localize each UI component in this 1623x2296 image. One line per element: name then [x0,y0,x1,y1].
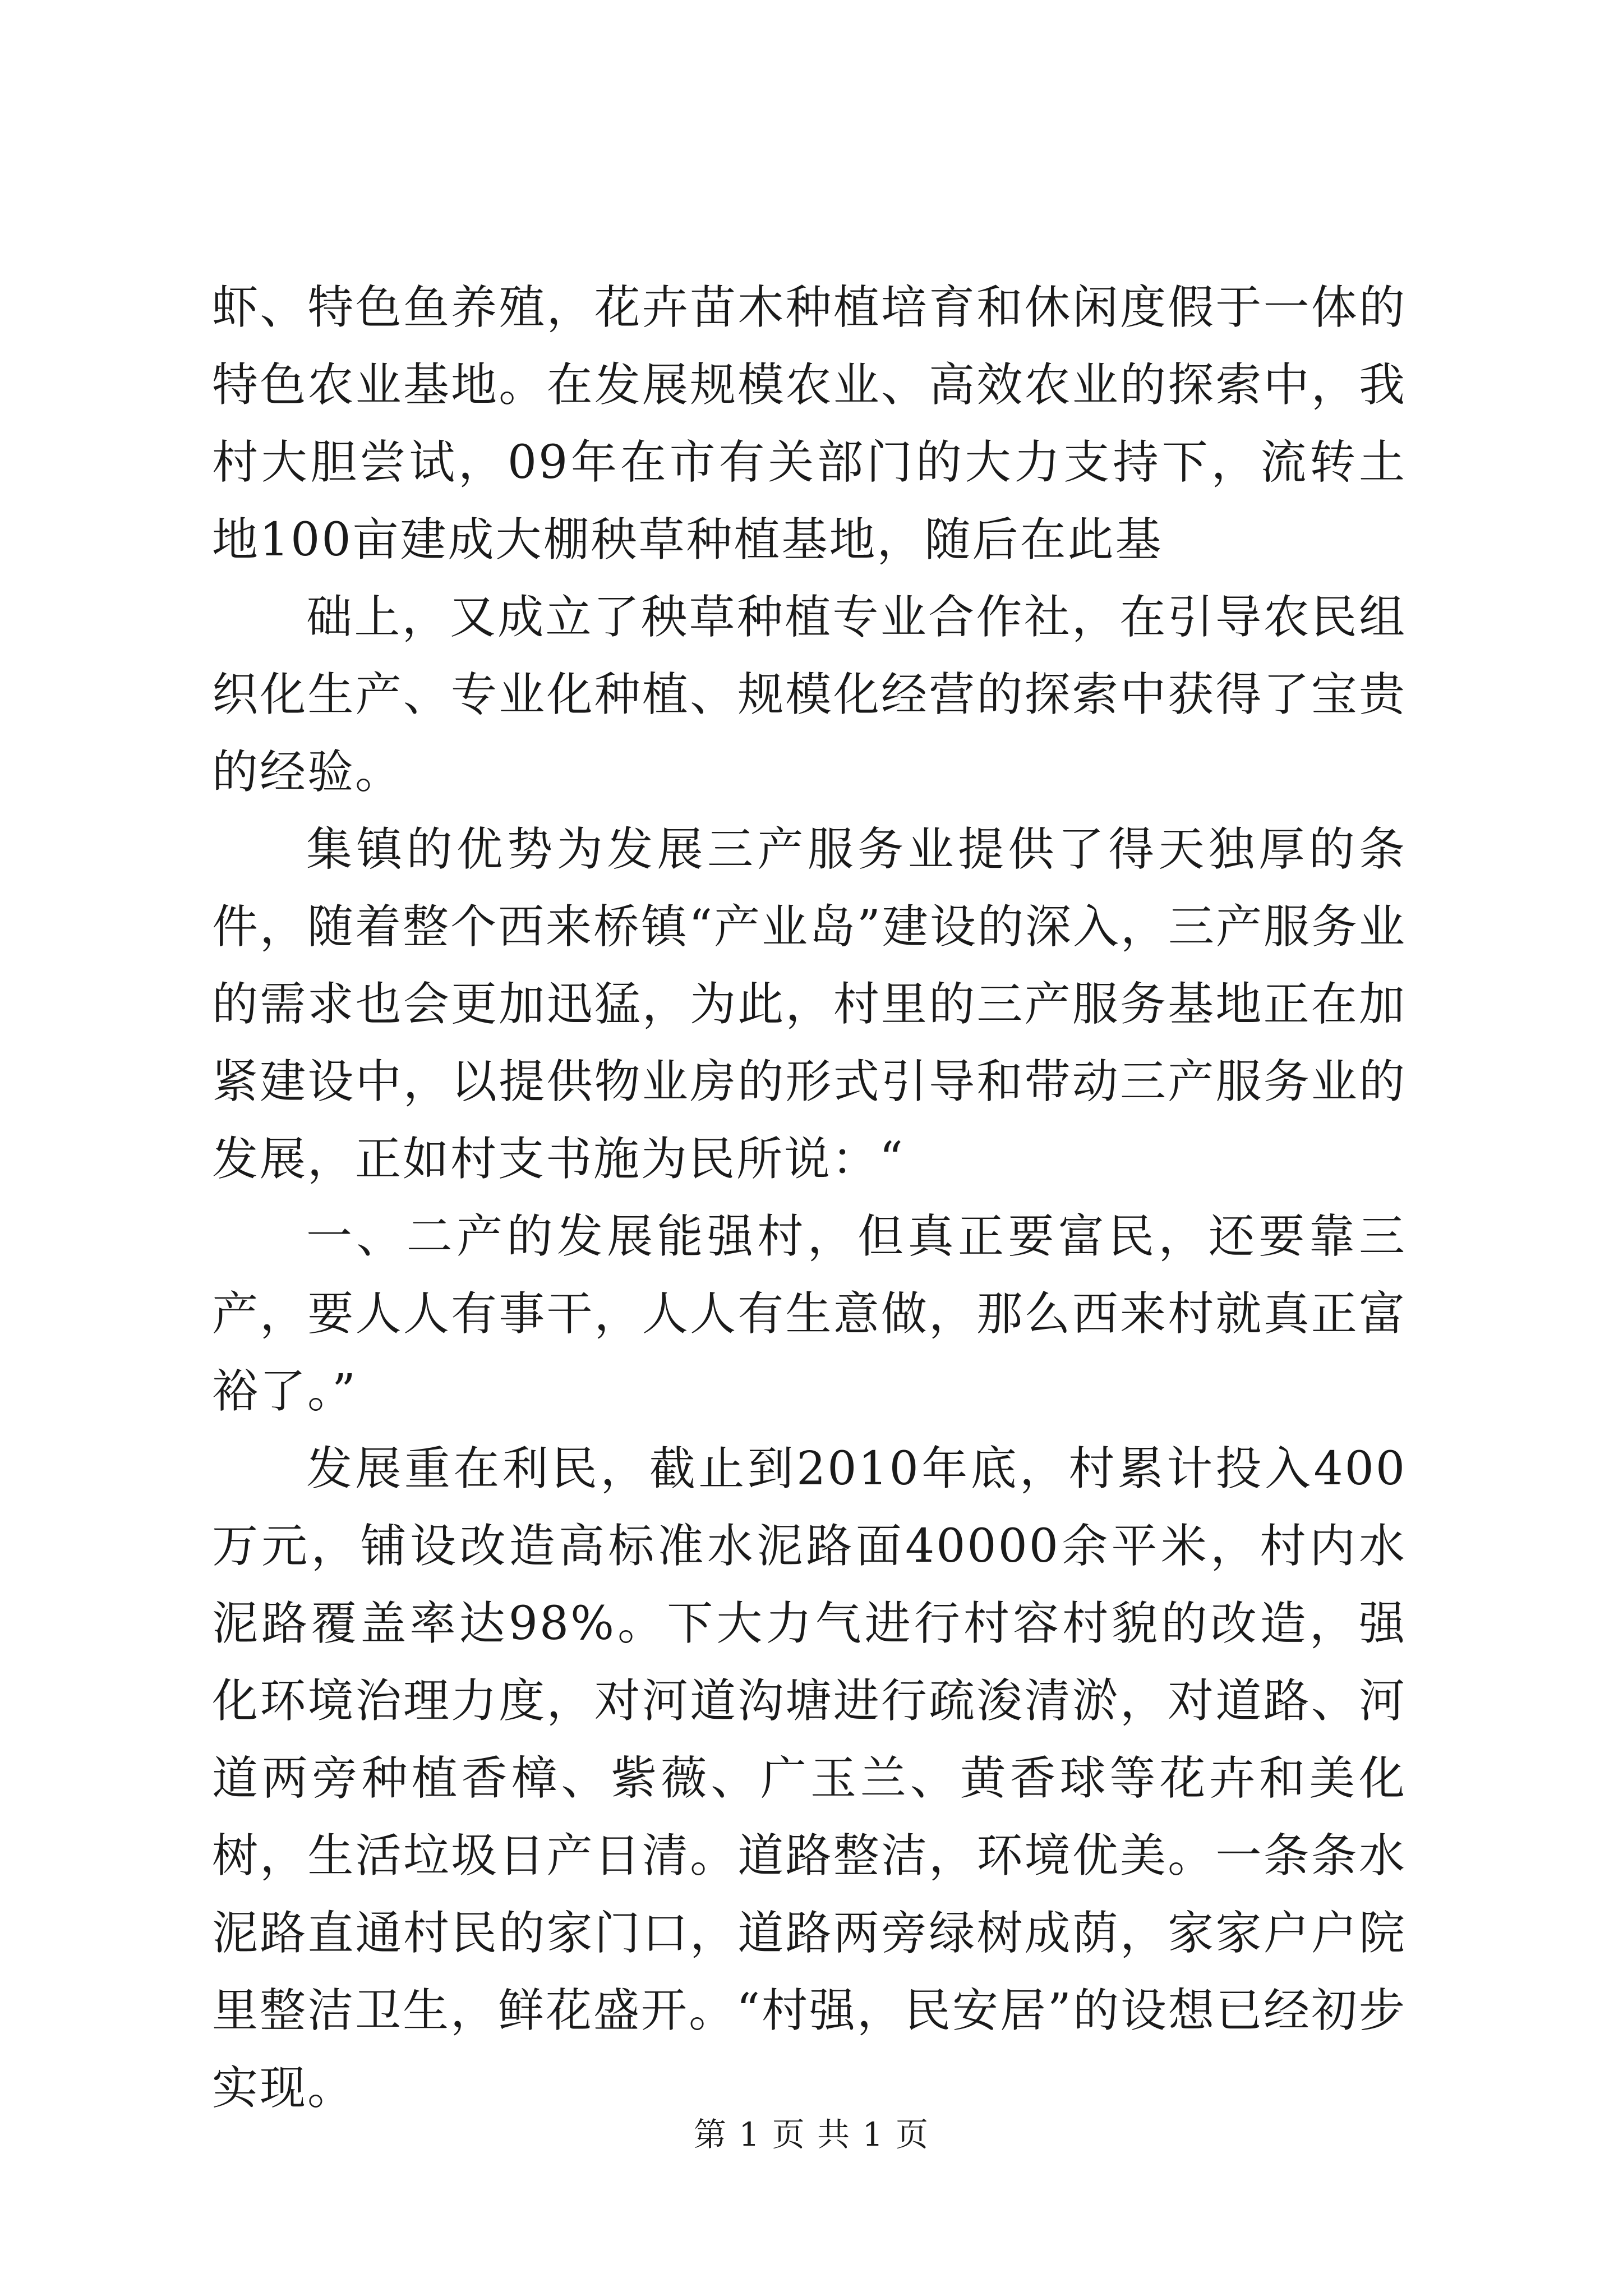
paragraph-infrastructure: 发展重在利民，截止到2010年底，村累计投入400万元，铺设改造高标准水泥路面40000余平米，村内水泥路覆盖率达98%。下大力气进行村容村貌的改造，强化环境治理力度，对河道沟塘进行疏浚清淤，对道路、河道两旁种植香樟、紫薇、广玉兰、黄香球等花卉和美化树，生活垃圾日产日清。道路整洁，环境优美。一条条水泥路直通村民的家门口，道路两旁绿树成荫，家家户户院里整洁卫生，鲜花盛开。“村强，民安居”的设想已经初步实现。 [212,1442,1407,2115]
paragraph-continued: 虾、特色鱼养殖，花卉苗木种植培育和休闲度假于一体的特色农业基地。在发展规模农业、高效农业的探索中，我村大胆尝试，09年在市有关部门的大力支持下，流转土地100亩建成大棚秧草种植基地，随后在此基 [212,281,1407,567]
document-body [212,269,1407,2127]
paragraph-cooperative: 础上，又成立了秧草种植专业合作社，在引导农民组织化生产、专业化种植、规模化经营的探索中获得了宝贵的经验。 [212,591,1407,799]
paragraph-service-industry: 集镇的优势为发展三产服务业提供了得天独厚的条件，随着整个西来桥镇“产业岛”建设的深入，三产服务业的需求也会更加迅猛，为此，村里的三产服务基地正在加紧建设中，以提供物业房的形式引导和带动三产服务业的发展，正如村支书施为民所说：“ [212,823,1407,1186]
page-footer: 第 1 页 共 1 页 [694,2115,929,2154]
paragraph-quote: 一、二产的发展能强村，但真正要富民，还要靠三产，要人人有事干，人人有生意做，那么西来村就真正富裕了。” [212,1210,1407,1418]
